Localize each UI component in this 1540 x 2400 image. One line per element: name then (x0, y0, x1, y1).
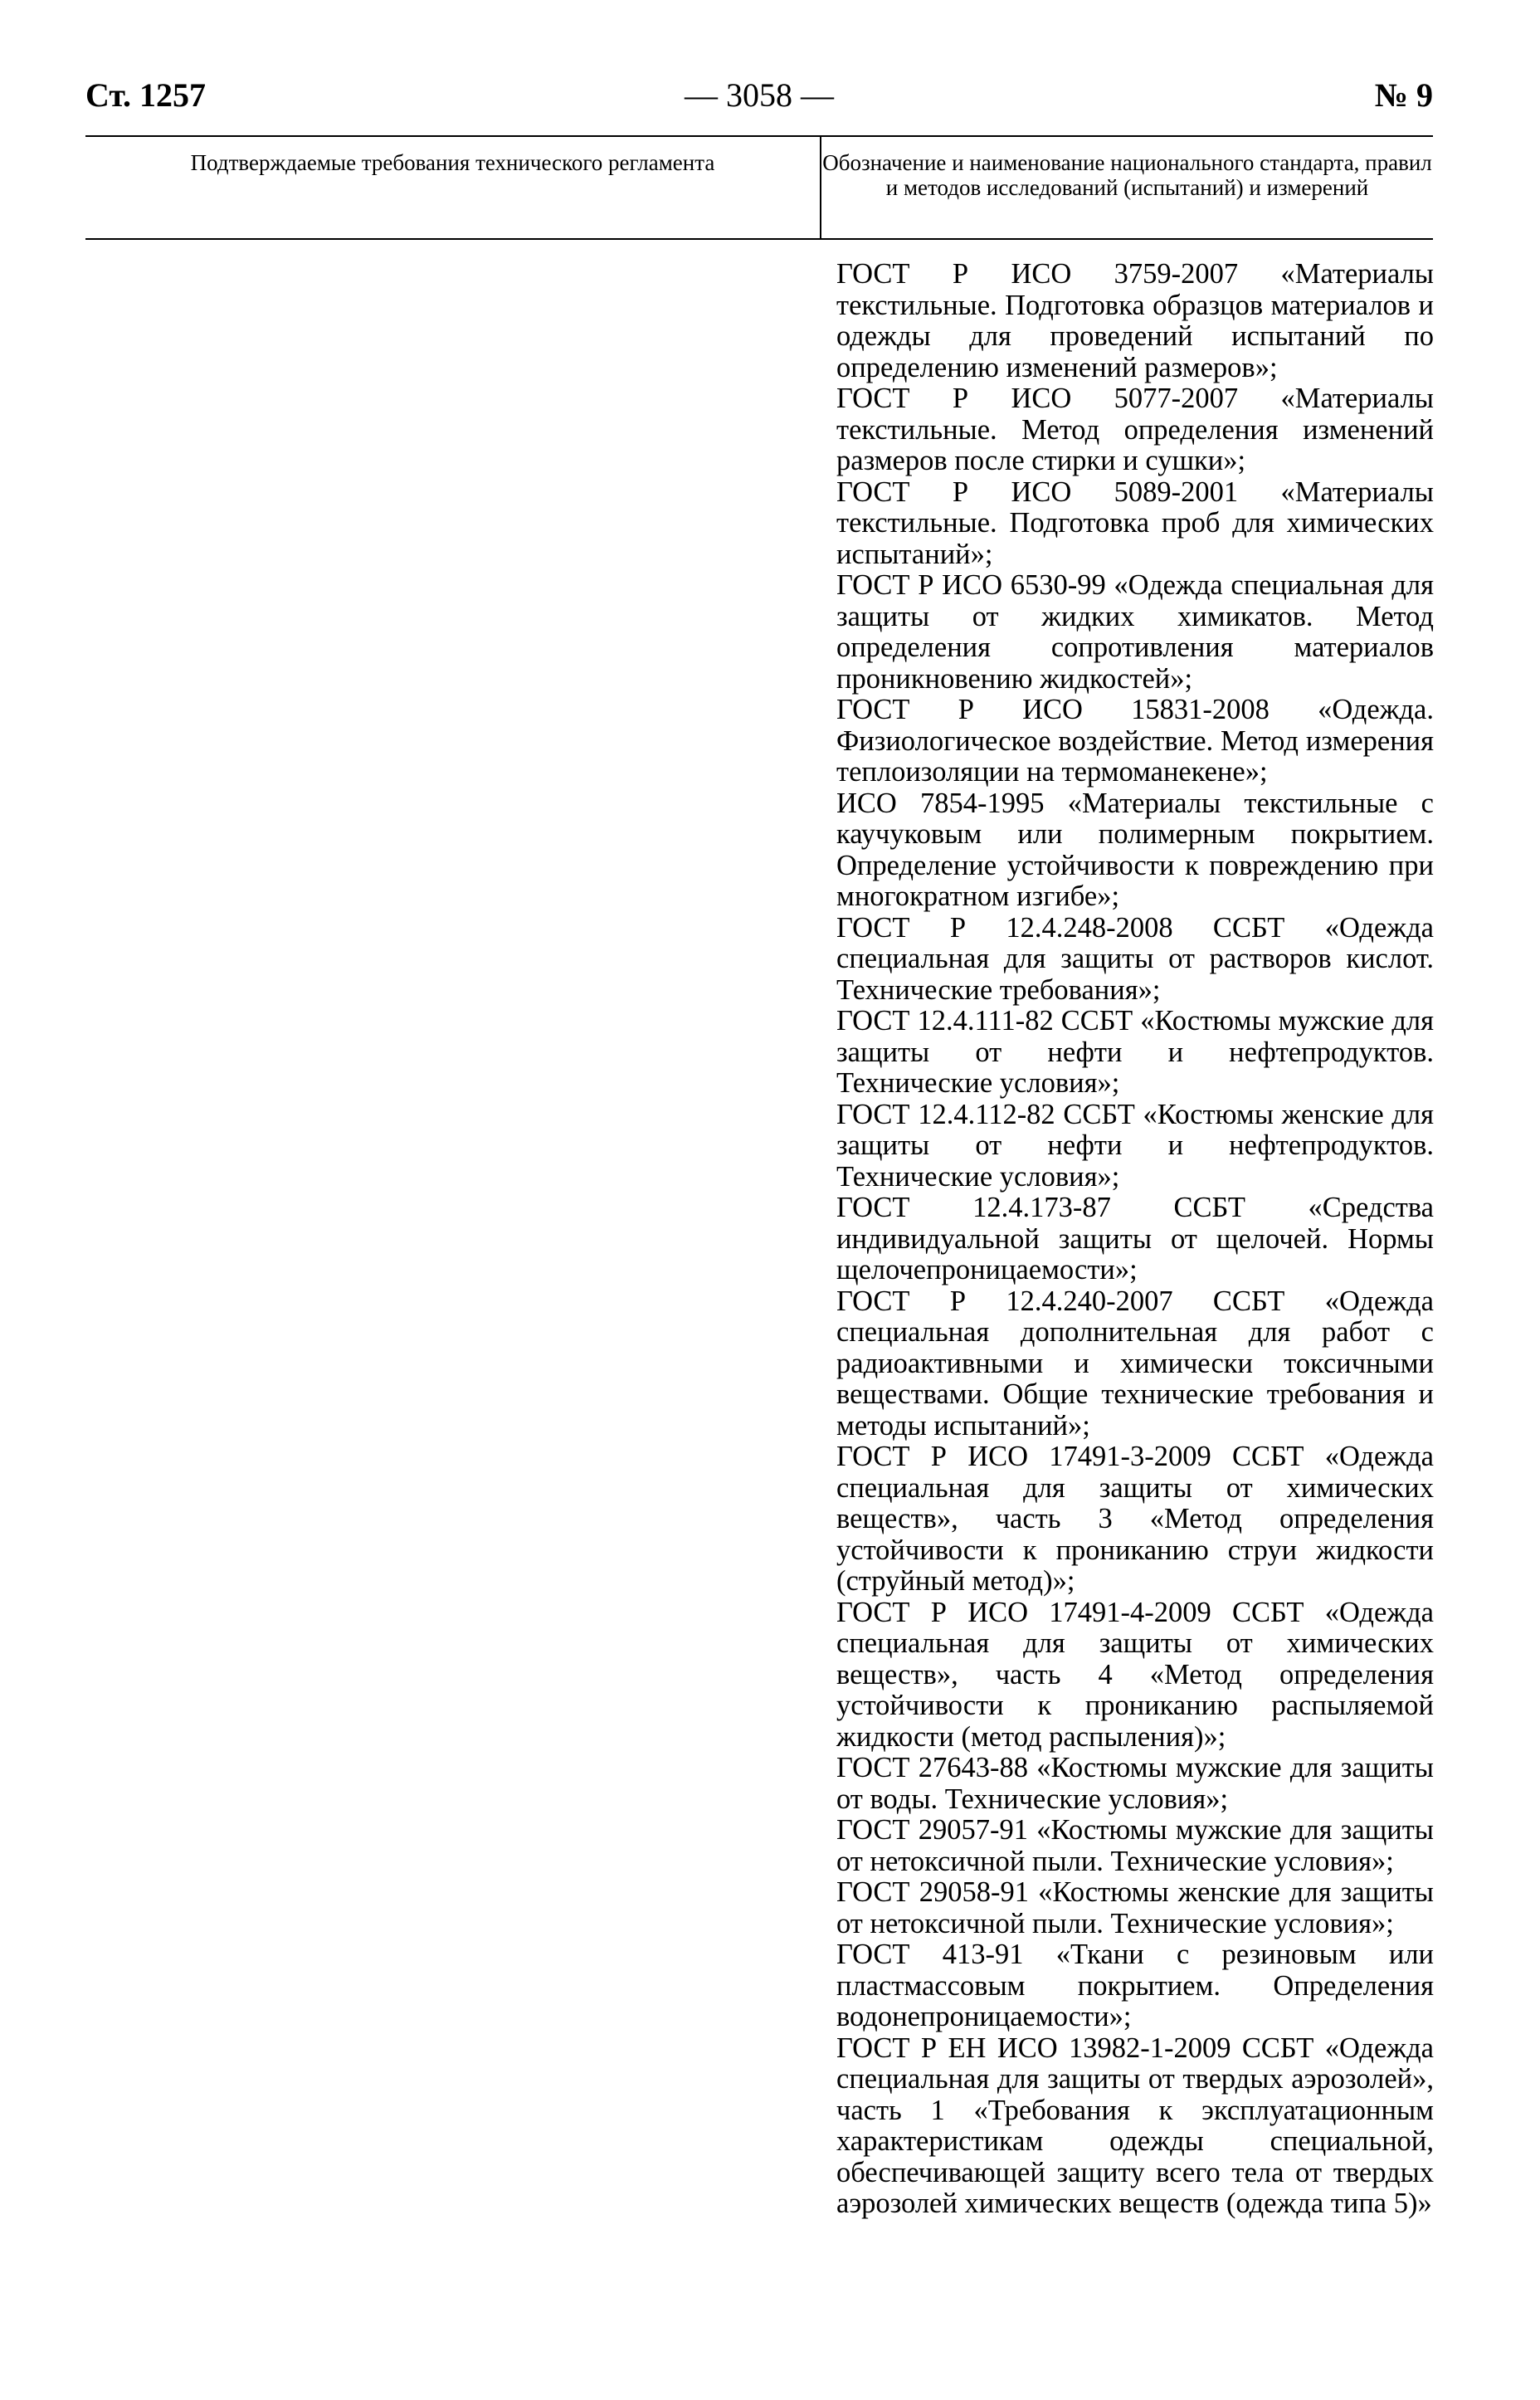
standard-item: ГОСТ Р ИСО 5077-2007 «Материалы текстильные. Метод определения изменений размеров после стирки и сушки»; (836, 383, 1434, 476)
column-header-standards: Обозначение и наименование национального стандарта, правил и методов исследований (испытаний) и измерений (822, 150, 1432, 200)
standard-item: ГОСТ Р ИСО 17491-3-2009 ССБТ «Одежда специальная для защиты от химических веществ», часть 3 «Метод определения устойчивости к прониканию струи жидкости (струйный метод)»; (836, 1441, 1434, 1597)
standard-item: ГОСТ 12.4.111-82 ССБТ «Костюмы мужские для защиты от нефти и нефтепродуктов. Технические условия»; (836, 1005, 1434, 1099)
standard-item: ГОСТ Р ИСО 17491-4-2009 ССБТ «Одежда специальная для защиты от химических веществ», часть 4 «Метод определения устойчивости к прониканию распыляемой жидкости (метод распыления)»; (836, 1596, 1434, 1753)
table-header (85, 135, 1433, 240)
column-header-requirements: Подтверждаемые требования технического регламента (190, 150, 715, 175)
standard-item: ГОСТ 12.4.173-87 ССБТ «Средства индивидуальной защиты от щелочей. Нормы щелочепроницаемости»; (836, 1192, 1434, 1285)
standard-item: ГОСТ 12.4.112-82 ССБТ «Костюмы женские для защиты от нефти и нефтепродуктов. Технические условия»; (836, 1098, 1434, 1193)
standard-item: ГОСТ Р ИСО 5089-2001 «Материалы текстильные. Подготовка проб для химических испытаний»; (836, 476, 1434, 570)
page-header (85, 66, 1433, 124)
standard-item: ИСО 7854-1995 «Материалы текстильные с каучуковым или полимерным покрытием. Определение устойчивости к повреждению при многократном изгибе»; (836, 787, 1434, 912)
standard-item: ГОСТ 27643-88 «Костюмы мужские для защиты от воды. Технические условия»; (836, 1752, 1434, 1815)
standard-item: ГОСТ 413-91 «Ткани с резиновым или пластмассовым покрытием. Определения водонепроницаемости»; (836, 1939, 1434, 2032)
standard-item: ГОСТ 29057-91 «Костюмы мужские для защиты от нетоксичной пыли. Технические условия»; (836, 1814, 1434, 1877)
standard-item: ГОСТ Р 12.4.248-2008 ССБТ «Одежда специальная для защиты от растворов кислот. Технические требования»; (836, 911, 1434, 1006)
standard-item: ГОСТ Р ИСО 15831-2008 «Одежда. Физиологическое воздействие. Метод измерения теплоизоляции на термоманекене»; (836, 694, 1434, 788)
standard-item: ГОСТ Р ЕН ИСО 13982-1-2009 ССБТ «Одежда специальная для защиты от твердых аэрозолей», часть 1 «Требования к эксплуатационным характеристикам одежды специальной, обеспечивающей защиту всего тела от твердых аэрозолей химических веществ (одежда типа 5)» (836, 2032, 1434, 2219)
standard-item: ГОСТ 29058-91 «Костюмы женские для защиты от нетоксичной пыли. Технические условия»; (836, 1876, 1434, 1939)
article-number: Ст. 1257 (85, 76, 206, 114)
standards-list (836, 259, 1434, 2220)
standard-item: ГОСТ Р ИСО 6530-99 «Одежда специальная для защиты от жидких химикатов. Метод определения сопротивления материалов проникновению жидкостей»; (836, 569, 1434, 695)
issue-number: № 9 (1374, 76, 1433, 114)
standard-item: ГОСТ Р 12.4.240-2007 ССБТ «Одежда специальная дополнительная для работ с радиоактивными и химически токсичными веществами. Общие технические требования и методы испытаний»; (836, 1285, 1434, 1441)
page-number: — 3058 — (685, 76, 834, 114)
standard-item: ГОСТ Р ИСО 3759-2007 «Материалы текстильные. Подготовка образцов материалов и одежды для проведений испытаний по определению изменений размеров»; (836, 258, 1434, 383)
